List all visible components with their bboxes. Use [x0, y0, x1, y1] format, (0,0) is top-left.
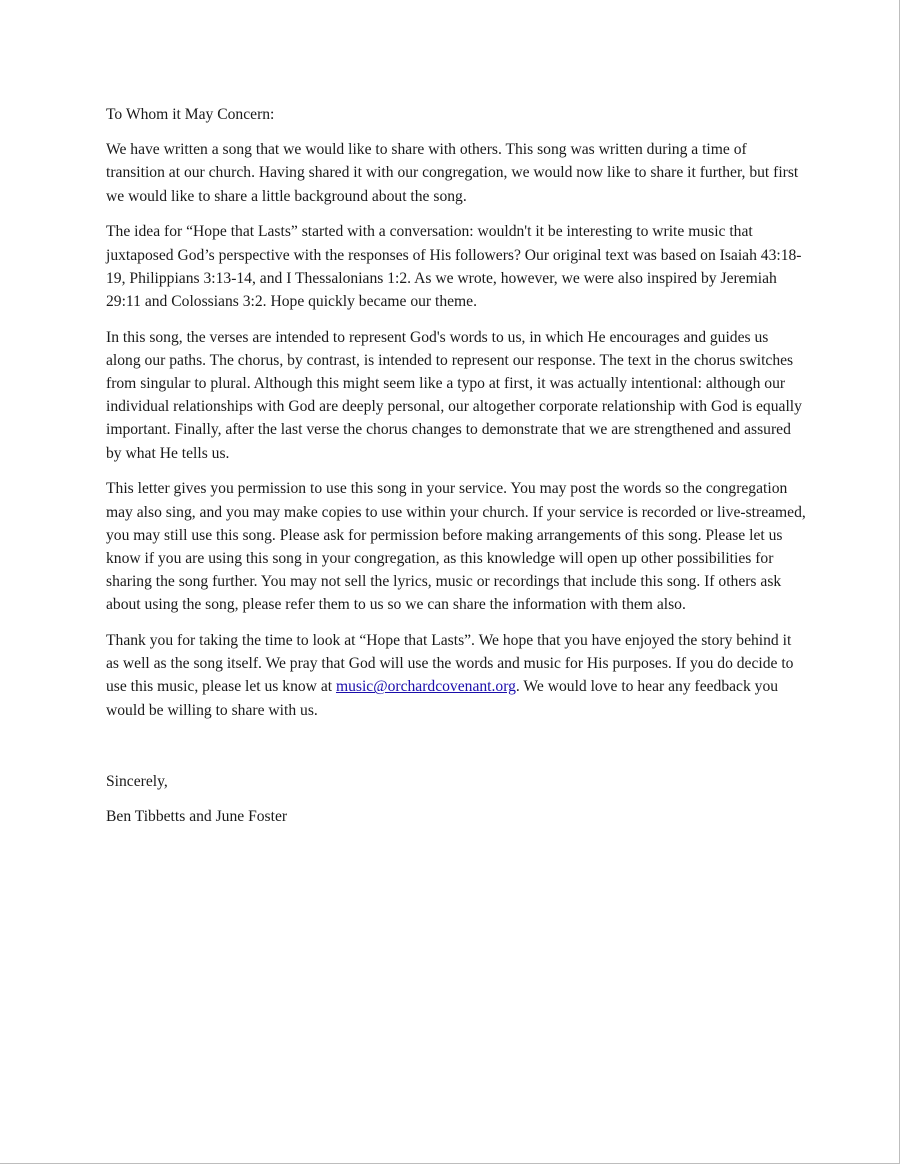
thanks-text: Thank you for taking the time to look at “Hope that Lasts”. We hope that you have enjoyed the story behind it as well as the song itself. We pray that God will use the words and music for His purposes. If you do decide to use this music, please let us know at	[106, 632, 794, 696]
paragraph-permissions: This letter gives you permission to use this song in your service. You may post the words so the congregation may also sing, and you may make copies to use within your church. If your service is recorded or live-streamed, you may still use this song. Please ask for permission before making arrangements of this song. Please let us know if you are using this song in your congregation, as this knowledge will open up other possibilities for sharing the song further. You may not sell the lyrics, music or recordings that include this song. If others ask about using the song, please refer them to us so we can share the information with them also.	[106, 480, 806, 614]
paragraph-intro: We have written a song that we would like to share with others. This song was written during a time of transition at our church. Having shared it with our congregation, we would now like to share it further, but first we would like to share a little background about the song.	[106, 141, 799, 205]
letter-body	[106, 103, 806, 828]
signature: Ben Tibbetts and June Foster	[106, 808, 288, 826]
closing: Sincerely,	[106, 772, 168, 790]
email-link[interactable]: music@orchardcovenant.org	[335, 678, 516, 696]
paragraph-song-structure: In this song, the verses are intended to represent God's words to us, in which He encourages and guides us along our paths. The chorus, by contrast, is intended to represent our response. The text in the chorus switches from singular to plural. Although this might seem like a typo at first, it was actually intentional: although our individual relationships with God are deeply personal, our altogether corporate relationship with God is equally important. Finally, after the last verse the chorus changes to demonstrate that we are strengthened and assured by what He tells us.	[106, 328, 802, 462]
paragraph-thanks	[106, 629, 806, 722]
paragraph-song-idea: The idea for “Hope that Lasts” started with a conversation: wouldn't it be interesting to write music that juxtaposed God’s perspective with the responses of His followers? Our original text was based on Isaiah 43:18-19, Philippians 3:13-14, and I Thessalonians 1:2. As we wrote, however, we were also inspired by Jeremiah 29:11 and Colossians 3:2. Hope quickly became our theme.	[106, 223, 802, 310]
salutation: To Whom it May Concern:	[106, 106, 275, 123]
feedback-text: . We would love to hear any feedback you would be willing to share with us.	[106, 678, 779, 719]
